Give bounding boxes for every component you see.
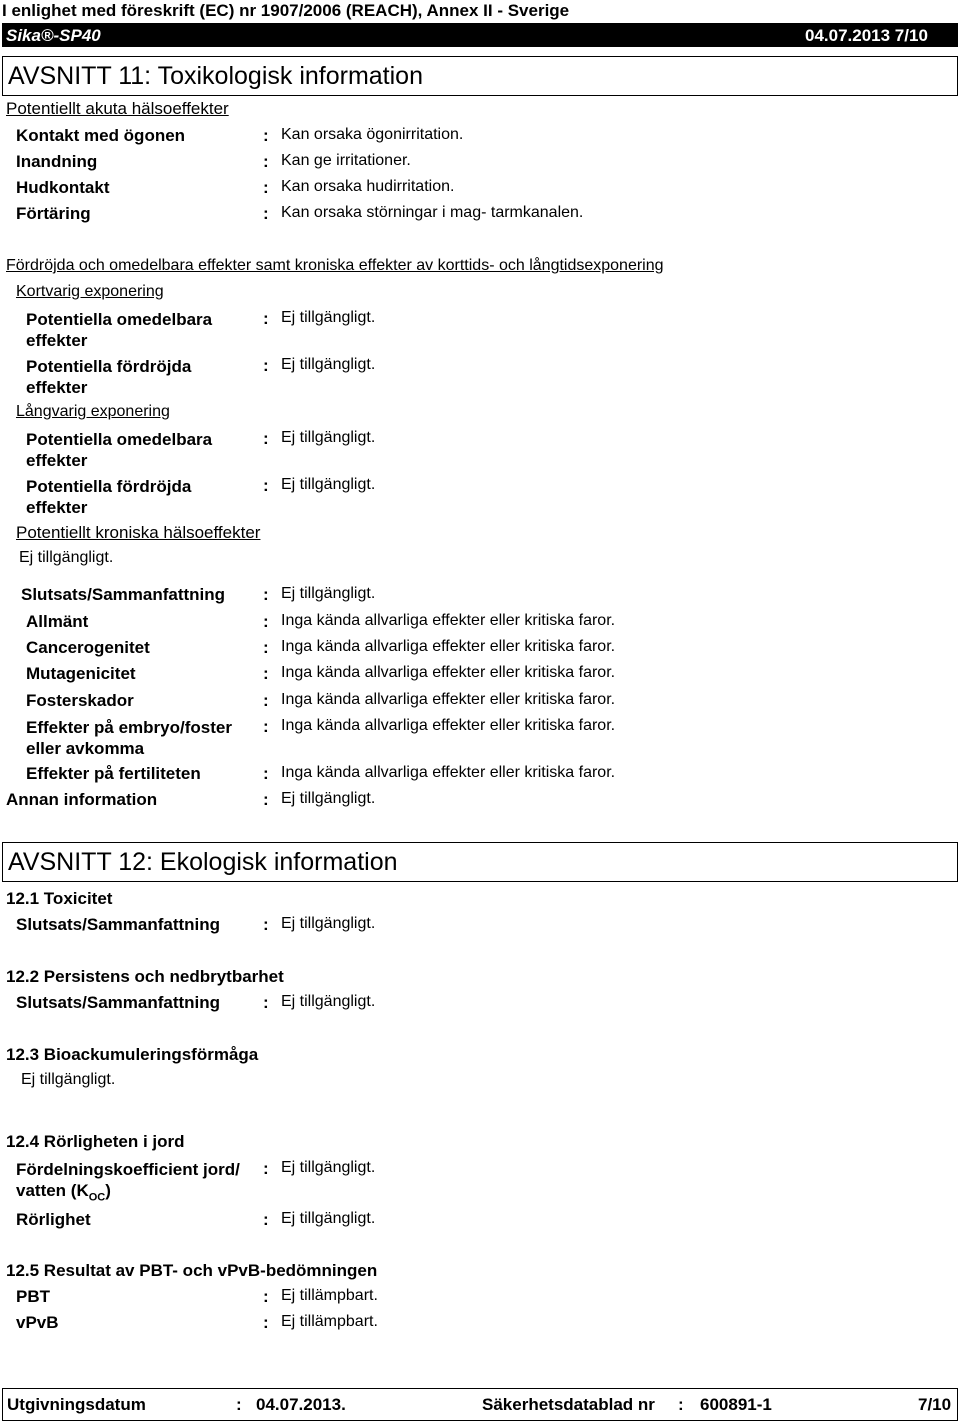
- section-11-title-box: [2, 56, 958, 96]
- colon: :: [263, 717, 269, 736]
- colon: :: [263, 204, 269, 223]
- value-other-info: Ej tillgängligt.: [281, 790, 376, 807]
- label-short-delayed: Potentiella fördröjda effekter: [26, 357, 192, 397]
- value-fertility: Inga kända allvarliga effekter eller kritiska faror.: [281, 764, 616, 781]
- colon: :: [263, 152, 269, 171]
- colon: :: [263, 664, 269, 683]
- header-bar: [2, 23, 958, 47]
- pbt-heading: 12.5 Resultat av PBT- och vPvB-bedömningen: [6, 1261, 378, 1280]
- toxicity-heading: 12.1 Toxicitet: [6, 889, 113, 908]
- value-long-delayed: Ej tillgängligt.: [281, 476, 376, 493]
- colon: :: [263, 790, 269, 809]
- label-carcinogenicity: Cancerogenitet: [26, 638, 150, 657]
- colon: :: [263, 178, 269, 197]
- label-mutagenicity: Mutagenicitet: [26, 664, 136, 683]
- label-other-info: Annan information: [6, 790, 158, 809]
- label-long-immediate: Potentiella omedelbara effekter: [26, 430, 213, 470]
- bioaccumulation-value: Ej tillgängligt.: [21, 1071, 116, 1088]
- value-long-immediate: Ej tillgängligt.: [281, 429, 376, 446]
- long-term-heading: Långvarig exponering: [16, 403, 170, 420]
- value-eye-contact: Kan orsaka ögonirritation.: [281, 126, 464, 143]
- colon: :: [263, 915, 269, 934]
- value-toxicity-summary: Ej tillgängligt.: [281, 915, 376, 932]
- value-inhalation: Kan ge irritationer.: [281, 152, 411, 169]
- koc-label-line1: Fördelningskoefficient jord/: [16, 1160, 240, 1179]
- colon: :: [263, 612, 269, 631]
- label-short-immediate: Potentiella omedelbara effekter: [26, 310, 213, 350]
- label-fertility: Effekter på fertiliteten: [26, 764, 201, 783]
- koc-label-line2: vatten (K: [16, 1181, 89, 1200]
- colon: :: [263, 1159, 269, 1178]
- section-12-title: AVSNITT 12: Ekologisk information: [8, 848, 398, 876]
- footer-issue-value: 04.07.2013.: [256, 1395, 346, 1414]
- page-footer: [2, 1388, 958, 1421]
- footer-sds-label: Säkerhetsdatablad nr: [482, 1395, 655, 1414]
- colon: :: [263, 1287, 269, 1306]
- footer-page: 7/10: [918, 1395, 952, 1414]
- colon: :: [263, 691, 269, 710]
- label-inhalation: Inandning: [16, 152, 98, 171]
- footer-issue-label: Utgivningsdatum: [7, 1395, 146, 1414]
- value-general: Inga kända allvarliga effekter eller kritiska faror.: [281, 612, 616, 629]
- koc-label-close: ): [105, 1181, 111, 1200]
- label-eye-contact: Kontakt med ögonen: [16, 126, 186, 145]
- colon: :: [263, 638, 269, 657]
- colon: :: [263, 356, 269, 375]
- colon: :: [263, 1210, 269, 1229]
- delayed-effects-heading: Fördröjda och omedelbara effekter samt kroniska effekter av korttids- och långtidsexponering: [6, 257, 664, 274]
- document-regulation-title: I enlighet med föreskrift (EC) nr 1907/2006 (REACH), Annex II - Sverige: [2, 1, 570, 20]
- colon: :: [263, 764, 269, 783]
- value-teratogenicity: Inga kända allvarliga effekter eller kritiska faror.: [281, 691, 616, 708]
- label-vpvb: vPvB: [16, 1313, 59, 1332]
- chronic-effects-value: Ej tillgängligt.: [19, 549, 114, 566]
- persistence-heading: 12.2 Persistens och nedbrytbarhet: [6, 967, 284, 986]
- label-mobility: Rörlighet: [16, 1210, 91, 1229]
- acute-effects-heading: Potentiellt akuta hälsoeffekter: [6, 99, 229, 118]
- value-developmental: Inga kända allvarliga effekter eller kritiska faror.: [281, 717, 616, 734]
- label-ingestion: Förtäring: [16, 204, 91, 223]
- colon: :: [263, 993, 269, 1012]
- value-mutagenicity: Inga kända allvarliga effekter eller kritiska faror.: [281, 664, 616, 681]
- footer-sds-value: 600891-1: [700, 1395, 772, 1414]
- label-koc: [16, 1159, 240, 1208]
- value-short-immediate: Ej tillgängligt.: [281, 309, 376, 326]
- colon: :: [678, 1395, 684, 1414]
- bioaccumulation-heading: 12.3 Bioackumuleringsförmåga: [6, 1045, 259, 1064]
- label-persistence-summary: Slutsats/Sammanfattning: [16, 993, 221, 1012]
- label-teratogenicity: Fosterskador: [26, 691, 134, 710]
- colon: :: [236, 1395, 242, 1414]
- colon: :: [263, 585, 269, 604]
- value-persistence-summary: Ej tillgängligt.: [281, 993, 376, 1010]
- section-12-title-box: [2, 842, 958, 882]
- value-carcinogenicity: Inga kända allvarliga effekter eller kritiska faror.: [281, 638, 616, 655]
- label-toxicity-summary: Slutsats/Sammanfattning: [16, 915, 221, 934]
- value-skin-contact: Kan orsaka hudirritation.: [281, 178, 455, 195]
- chronic-effects-heading: Potentiellt kroniska hälsoeffekter: [16, 523, 261, 542]
- label-developmental: Effekter på embryo/foster eller avkomma: [26, 718, 232, 758]
- value-pbt: Ej tillämpbart.: [281, 1287, 378, 1304]
- label-pbt: PBT: [16, 1287, 50, 1306]
- short-term-heading: Kortvarig exponering: [16, 283, 164, 300]
- value-mobility: Ej tillgängligt.: [281, 1210, 376, 1227]
- label-skin-contact: Hudkontakt: [16, 178, 110, 197]
- value-ingestion: Kan orsaka störningar i mag- tarmkanalen.: [281, 204, 584, 221]
- label-long-delayed: Potentiella fördröjda effekter: [26, 477, 192, 517]
- product-name: Sika®-SP40: [6, 26, 101, 45]
- colon: :: [263, 476, 269, 495]
- value-short-delayed: Ej tillgängligt.: [281, 356, 376, 373]
- colon: :: [263, 309, 269, 328]
- header-date-page: 04.07.2013 7/10: [805, 26, 928, 45]
- mobility-heading: 12.4 Rörligheten i jord: [6, 1132, 185, 1151]
- value-summary: Ej tillgängligt.: [281, 585, 376, 602]
- label-general: Allmänt: [26, 612, 89, 631]
- label-summary: Slutsats/Sammanfattning: [21, 585, 226, 604]
- value-vpvb: Ej tillämpbart.: [281, 1313, 378, 1330]
- koc-subscript: OC: [88, 1191, 106, 1204]
- section-11-title: AVSNITT 11: Toxikologisk information: [8, 62, 423, 90]
- value-koc: Ej tillgängligt.: [281, 1159, 376, 1176]
- colon: :: [263, 126, 269, 145]
- colon: :: [263, 429, 269, 448]
- colon: :: [263, 1313, 269, 1332]
